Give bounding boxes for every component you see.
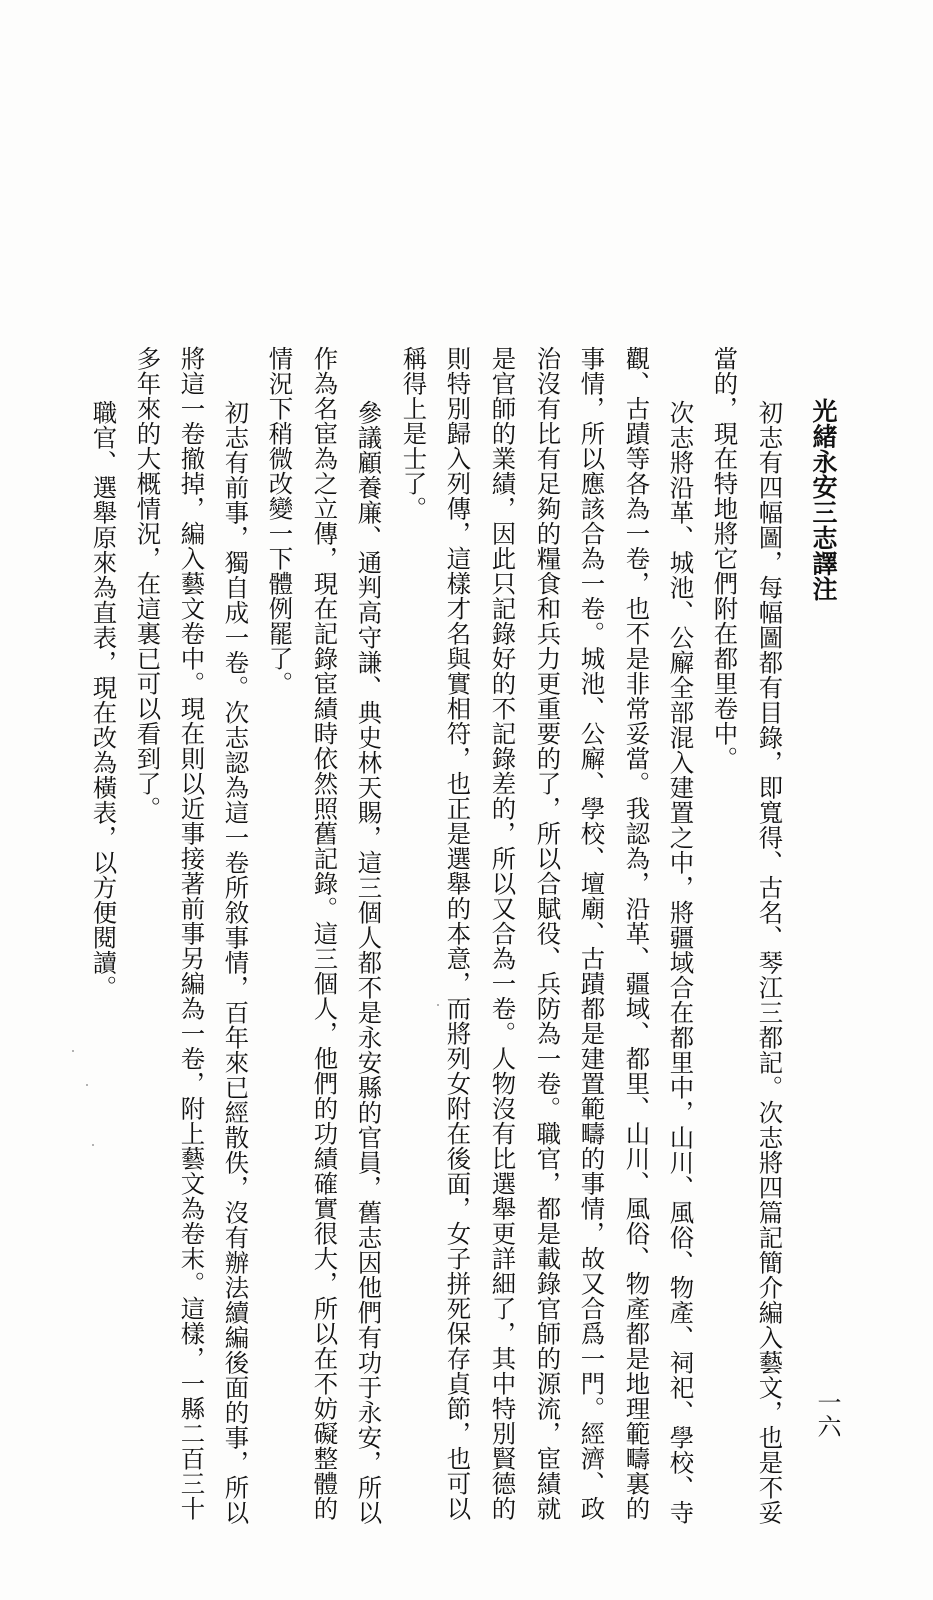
scan-speck [92,1144,94,1146]
scan-speck [86,1084,88,1086]
text-column: 是官師的業績，因此只記錄好的不記錄差的，所以又合為一卷。人物沒有比選舉更詳細了，其中特別賢德的 [487,346,517,1521]
text-column: 稱得上是士了。 [398,346,428,521]
text-column: 情況下稍微改變一下體例罷了。 [264,346,294,696]
text-column: 初志有前事，獨自成一卷。次志認為這一卷所敘事情，百年來已經散佚，沒有辦法續編後面的事，所以 [220,400,250,1525]
text-column: 觀、古蹟等各為一卷，也不是非常妥當。我認為，沿革、疆域、都里、山川、風俗、物產都是地理範疇裏的 [621,346,651,1521]
text-column: 次志將沿革、城池、公廨全部混入建置之中，將疆域合在都里中，山川、風俗、物產、祠祀、學校、寺 [665,400,695,1525]
text-column: 將這一卷撤掉，編入藝文卷中。現在則以近事接著前事另編為一卷，附上藝文為卷末。這樣，一縣二百三十 [176,346,206,1521]
text-column: 事情，所以應該合為一卷。城池、公廨、學校、壇廟、古蹟都是建置範疇的事情，故又合爲一門。經濟、政 [576,346,606,1521]
text-column: 初志有四幅圖，每幅圖都有目錄，即寬得、古名、琴江三都記。次志將四篇記簡介編入藝文，也是不妥 [754,400,784,1525]
scan-speck [72,1050,74,1052]
text-column: 參議顧養廉、通判高守謙、典史林天賜，這三個人都不是永安縣的官員，舊志因他們有功于永安，所以 [353,400,383,1525]
text-column: 則特別歸入列傳，這樣才名與實相符，也正是選舉的本意，而將列女附在後面，女子拼死保存貞節，也可以 [442,346,472,1521]
text-column: 職官、選舉原來為直表，現在改為橫表，以方便閱讀。 [88,400,118,1000]
text-column: 多年來的大概情況，在這裏已可以看到了。 [132,346,162,821]
text-column: 治沒有比有足夠的糧食和兵力更重要的了，所以合賦役、兵防為一卷。職官，都是載錄官師的源流，宦績就 [532,346,562,1521]
scan-speck [437,1004,439,1006]
page-number: 一六 [813,1390,841,1438]
book-title: 光緒永安三志譯注 [809,398,838,602]
text-column: 當的，現在特地將它們附在都里卷中。 [709,346,739,771]
text-column: 作為名宦為之立傳，現在記錄宦績時依然照舊記錄。這三個人，他們的功績確實很大，所以在不妨礙整體的 [309,346,339,1521]
